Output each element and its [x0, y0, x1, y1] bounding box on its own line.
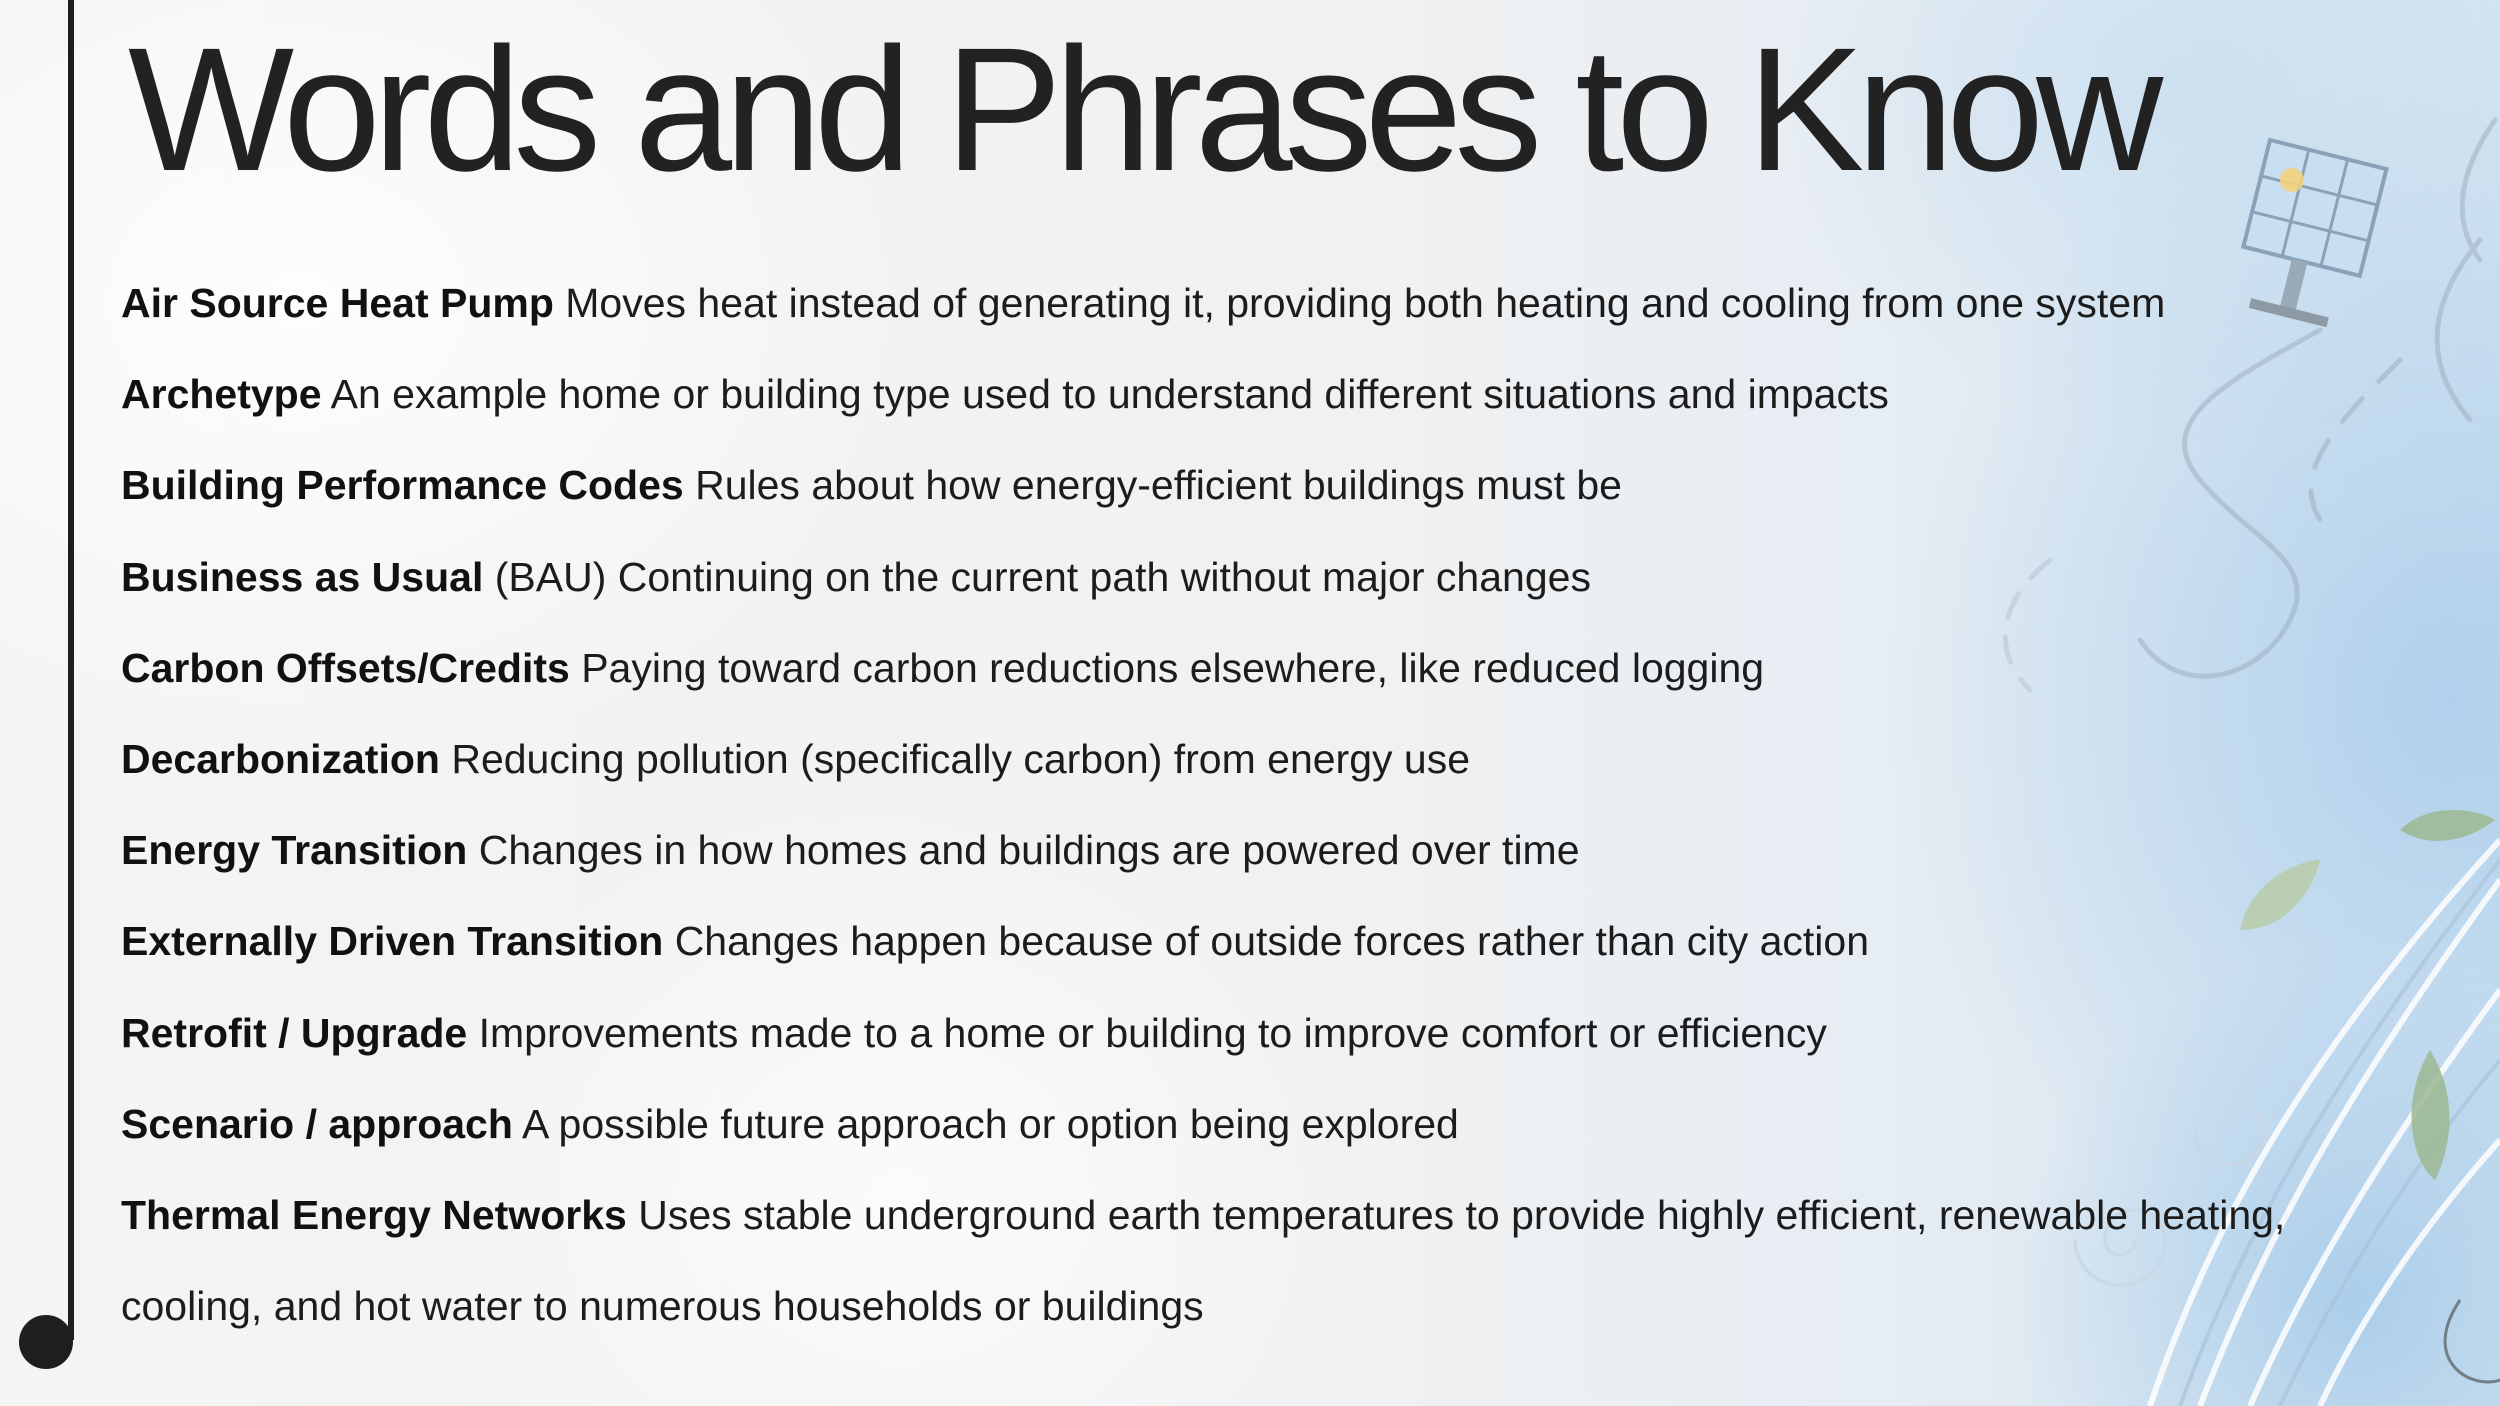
term-definition: A possible future approach or option being explored — [512, 1100, 1459, 1147]
list-item — [121, 1170, 2361, 1352]
term-definition: Reducing pollution (specifically carbon) from energy use — [439, 736, 1471, 783]
term-name: Thermal Energy Networks — [121, 1192, 627, 1239]
list-item — [121, 714, 2361, 805]
list-item — [121, 896, 2361, 987]
term-name: Externally Driven Transition — [121, 918, 664, 965]
list-item — [121, 440, 2361, 531]
list-item — [121, 623, 2361, 714]
term-definition: Changes happen because of outside forces rather than city action — [663, 918, 1870, 965]
term-name: Carbon Offsets/Credits — [121, 644, 570, 691]
term-name: Retrofit / Upgrade — [121, 1009, 468, 1056]
list-item — [121, 349, 2361, 440]
term-definition: Improvements made to a home or building to improve comfort or efficiency — [467, 1009, 1827, 1056]
list-item — [121, 805, 2361, 896]
term-definition: Uses stable underground earth temperatures to provide highly efficient, renewable heating, cooling, and hot water to numerous households or buildings — [121, 1192, 2286, 1330]
term-name: Archetype — [121, 371, 322, 418]
term-definition: Rules about how energy-efficient buildings must be — [683, 462, 1622, 509]
timeline-dot — [19, 1315, 73, 1369]
term-definition: An example home or building type used to understand different situations and impacts — [321, 371, 1889, 418]
term-definition: (BAU) Continuing on the current path without major changes — [483, 553, 1591, 600]
terms-list — [121, 258, 2361, 1352]
list-item — [121, 1079, 2361, 1170]
term-name: Energy Transition — [121, 827, 468, 874]
page-title: Words and Phrases to Know — [128, 12, 2156, 208]
term-name: Decarbonization — [121, 736, 440, 783]
term-definition: Moves heat instead of generating it, providing both heating and cooling from one system — [553, 280, 2166, 326]
term-definition: Paying toward carbon reductions elsewhere, like reduced logging — [569, 644, 1765, 691]
timeline-line — [68, 0, 74, 1340]
term-name: Business as Usual — [121, 553, 484, 600]
term-name: Air Source Heat Pump — [121, 280, 554, 326]
list-item — [121, 988, 2361, 1079]
term-definition: Changes in how homes and buildings are powered over time — [467, 827, 1580, 874]
list-item — [121, 258, 2361, 349]
list-item — [121, 532, 2361, 623]
term-name: Building Performance Codes — [121, 462, 684, 509]
term-name: Scenario / approach — [121, 1100, 513, 1147]
